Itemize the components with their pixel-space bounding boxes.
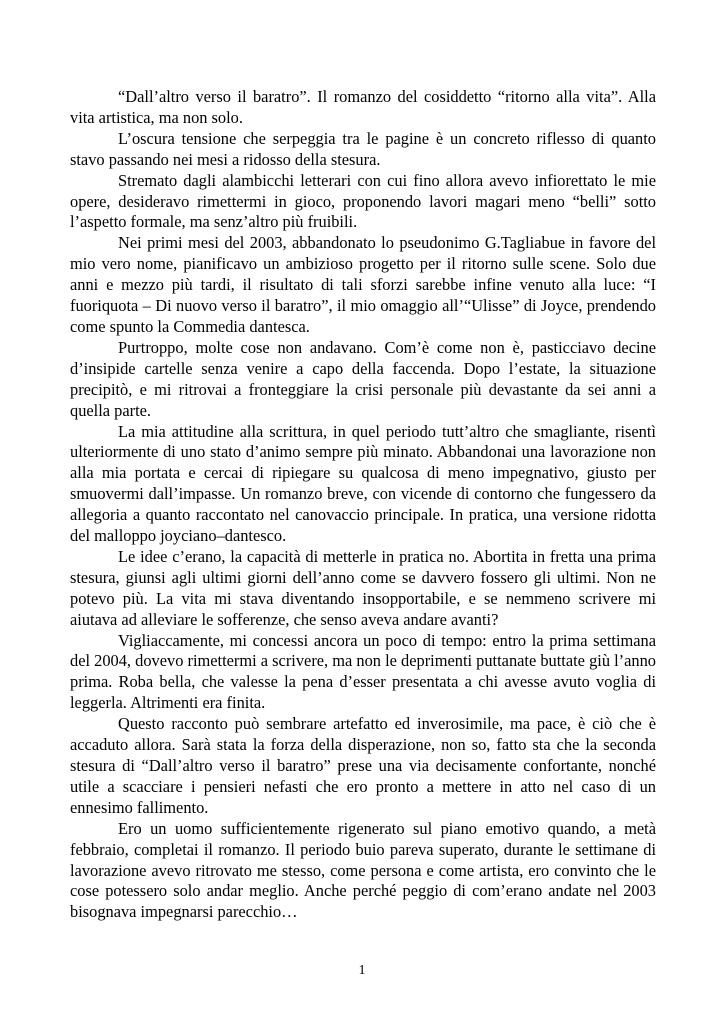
paragraph: Stremato dagli alambicchi letterari con cui fino allora avevo infiorettato le mie opere, desideravo rimettermi in gioco, proponendo lavori magari meno “belli” sotto l’aspetto formale, ma senz’altro più fruibili.: [70, 170, 656, 232]
paragraph: Ero un uomo sufficientemente rigenerato sul piano emotivo quando, a metà febbraio, completai il romanzo. Il periodo buio pareva superato, durante le settimane di lavorazione avevo ritrovato me stesso, come persona e come artista, ero convinto che le cose potessero solo andar meglio. Anche perché peggio di com’erano andate nel 2003 bisognava impegnarsi parecchio…: [70, 818, 656, 922]
paragraph: Le idee c’erano, la capacità di metterle in pratica no. Abortita in fretta una prima stesura, giunsi agli ultimi giorni dell’anno come se davvero fossero gli ultimi. Non ne potevo più. La vita mi stava diventando insopportabile, e se nemmeno scrivere mi aiutava ad alleviare le sofferenze, che senso aveva andare avanti?: [70, 546, 656, 629]
paragraph: “Dall’altro verso il baratro”. Il romanzo del cosiddetto “ritorno alla vita”. Alla vita artistica, ma non solo.: [70, 87, 656, 127]
paragraph: Questo racconto può sembrare artefatto ed inverosimile, ma pace, è ciò che è accaduto allora. Sarà stata la forza della disperazione, non so, fatto sta che la seconda stesura di “Dall’altro verso il baratro” prese una via decisamente confortante, nonché utile a scacciare i pensieri nefasti che ero pronto a mettere in atto nel caso di un ennesimo fallimento.: [70, 714, 656, 817]
paragraph: Purtroppo, molte cose non andavano. Com’è come non è, pasticciavo decine d’insipide cartelle senza venire a capo della faccenda. Dopo l’estate, la situazione precipitò, e mi ritrovai a fronteggiare la crisi personale più devastante da sei anni a quella parte.: [70, 337, 656, 420]
paragraph: Nei primi mesi del 2003, abbandonato lo pseudonimo G.Tagliabue in favore del mio vero nome, pianificavo un ambizioso progetto per il ritorno sulle scene. Solo due anni e mezzo più tardi, il risultato di tali sforzi sarebbe infine venuto alla luce: “I fuoriquota – Di nuovo verso il baratro”, il mio omaggio all’“Ulisse” di Joyce, prendendo come spunto la Commedia dantesca.: [70, 233, 656, 336]
paragraph: La mia attitudine alla scrittura, in quel periodo tutt’altro che smagliante, risentì ulteriormente di uno stato d’animo sempre più minato. Abbandonai una lavorazione non alla mia portata e cercai di ripiegare su qualcosa di meno impegnativo, giusto per smuovermi dall’impasse. Un romanzo breve, con vicende di contorno che fungessero da allegoria a quanto raccontato nel canovaccio principale. In pratica, una versione ridotta del malloppo joyciano–dantesco.: [70, 421, 656, 546]
page-number: 1: [358, 963, 366, 978]
body-text: [70, 87, 656, 923]
paragraph: L’oscura tensione che serpeggia tra le pagine è un concreto riflesso di quanto stavo passando nei mesi a ridosso della stesura.: [70, 128, 656, 169]
paragraph: Vigliaccamente, mi concessi ancora un poco di tempo: entro la prima settimana del 2004, dovevo rimettermi a scrivere, ma non le deprimenti puttanate buttate giù l’anno prima. Roba bella, che valesse la pena d’esser presentata a chi avesse avuto voglia di leggerla. Altrimenti era finita.: [70, 630, 656, 713]
